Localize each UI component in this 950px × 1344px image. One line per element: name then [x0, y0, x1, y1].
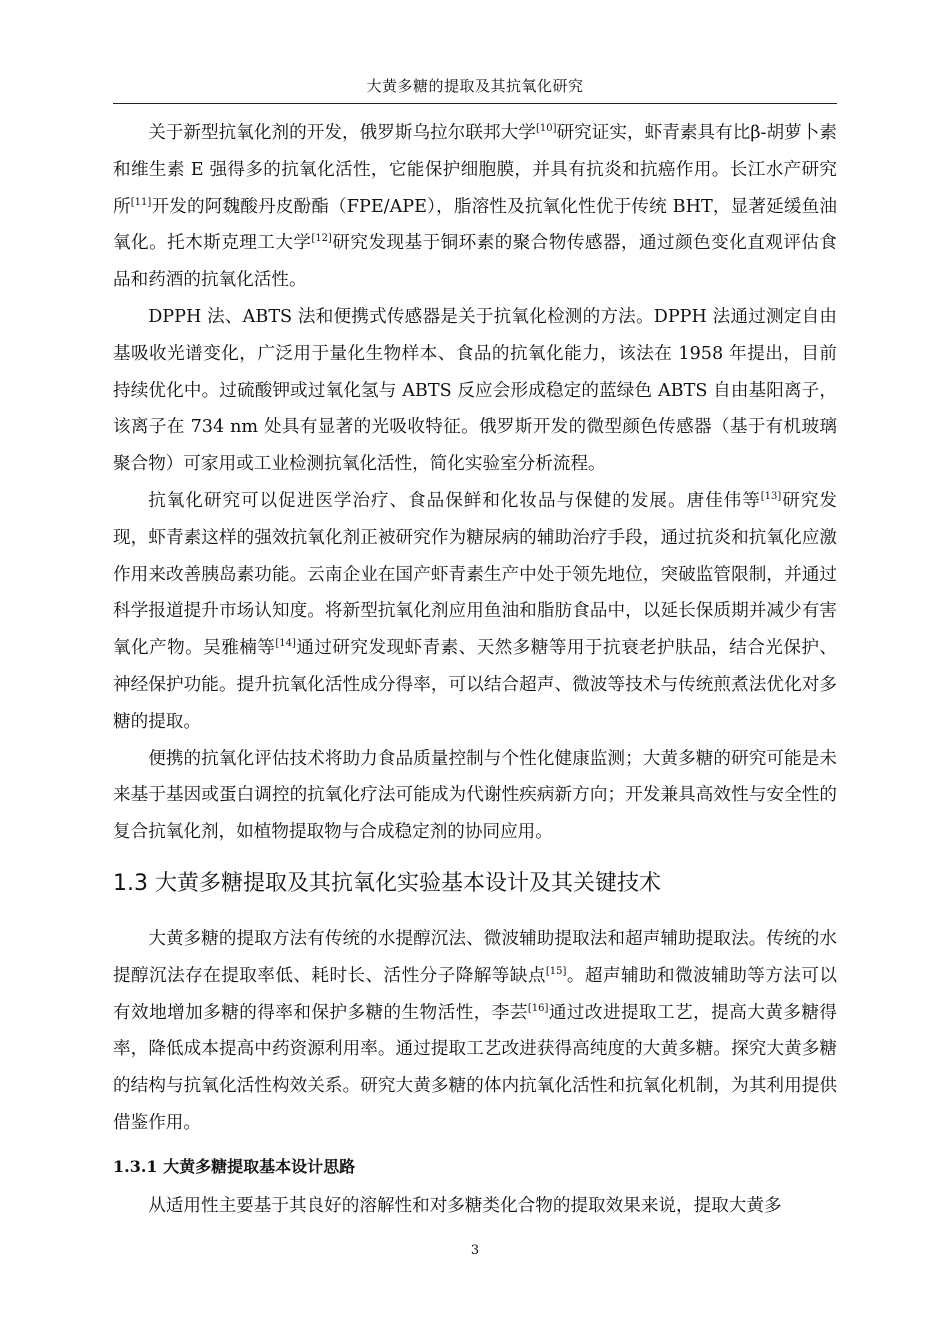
paragraph: 抗氧化研究可以促进医学治疗、食品保鲜和化妆品与保健的发展。唐佳伟等[13]研究发现，虾青素这样的强效抗氧化剂正被研究作为糖尿病的辅助治疗手段，通过抗炎和抗氧化应激作用来改善胰岛素功能。云南企业在国产虾青素生产中处于领先地位，突破监管限制，并通过科学报道提升市场认知度。将新型抗氧化剂应用鱼油和脂肪食品中，以延长保质期并减少有害氧化产物。吴雅楠等[14]通过研究发现虾青素、天然多糖等用于抗衰老护肤品，结合光保护、神经保护功能。提升抗氧化活性成分得率，可以结合超声、微波等技术与传统煎煮法优化对多糖的提取。 — [113, 490, 837, 732]
body-content — [113, 115, 837, 1225]
paragraph: 关于新型抗氧化剂的开发，俄罗斯乌拉尔联邦大学[10]研究证实，虾青素具有比β-胡萝卜素和维生素 E 强得多的抗氧化活性，它能保护细胞膜，并具有抗炎和抗癌作用。长江水产研究所[11]开发的阿魏酸丹皮酚酯（FPE/APE），脂溶性及抗氧化性优于传统 BHT，显著延缓鱼油氧化。托木斯克理工大学[12]研究发现基于铜环素的聚合物传感器，通过颜色变化直观评估食品和药酒的抗氧化活性。 — [113, 123, 837, 291]
section-heading: 1.3 大黄多糖提取及其抗氧化实验基本设计及其关键技术 — [113, 870, 661, 896]
citation-marker: [12] — [311, 233, 332, 245]
citation-marker: [15] — [545, 965, 567, 977]
subsection-heading: 1.3.1 大黄多糖提取基本设计思路 — [113, 1156, 356, 1176]
header-rule — [113, 103, 837, 104]
paragraph: 从适用性主要基于其良好的溶解性和对多糖类化合物的提取效果来说，提取大黄多 — [148, 1195, 782, 1216]
citation-marker: [10] — [535, 123, 557, 135]
running-header: 大黄多糖的提取及其抗氧化研究 — [366, 77, 584, 95]
citation-marker: [11] — [130, 196, 152, 208]
paragraph: 便携的抗氧化评估技术将助力食品质量控制与个性化健康监测；大黄多糖的研究可能是未来基于基因或蛋白调控的抗氧化疗法可能成为代谢性疾病新方向；开发兼具高效性与安全性的复合抗氧化剂，如植物提取物与合成稳定剂的协同应用。 — [113, 748, 837, 843]
page-number: 3 — [470, 1243, 480, 1258]
paragraph: 大黄多糖的提取方法有传统的水提醇沉法、微波辅助提取法和超声辅助提取法。传统的水提醇沉法存在提取率低、耗时长、活性分子降解等缺点[15]。超声辅助和微波辅助等方法可以有效地增加多糖的得率和保护多糖的生物活性，李芸[16]通过改进提取工艺，提高大黄多糖得率，降低成本提高中药资源利用率。通过提取工艺改进获得高纯度的大黄多糖。探究大黄多糖的结构与抗氧化活性构效关系。研究大黄多糖的体内抗氧化活性和抗氧化机制，为其利用提供借鉴作用。 — [113, 928, 837, 1133]
citation-marker: [14] — [275, 638, 296, 650]
paragraph: DPPH 法、ABTS 法和便携式传感器是关于抗氧化检测的方法。DPPH 法通过测定自由基吸收光谱变化，广泛用于量化生物样本、食品的抗氧化能力，该法在 1958 年提出，目前持续优化中。过硫酸钾或过氧化氢与 ABTS 反应会形成稳定的蓝绿色 ABTS 自由基阳离子，该离子在 734 nm 处具有显著的光吸收特征。俄罗斯开发的微型颜色传感器（基于有机玻璃聚合物）可家用或工业检测抗氧化活性，简化实验室分析流程。 — [113, 306, 837, 475]
citation-marker: [16] — [527, 1002, 549, 1014]
citation-marker: [13] — [760, 491, 782, 503]
